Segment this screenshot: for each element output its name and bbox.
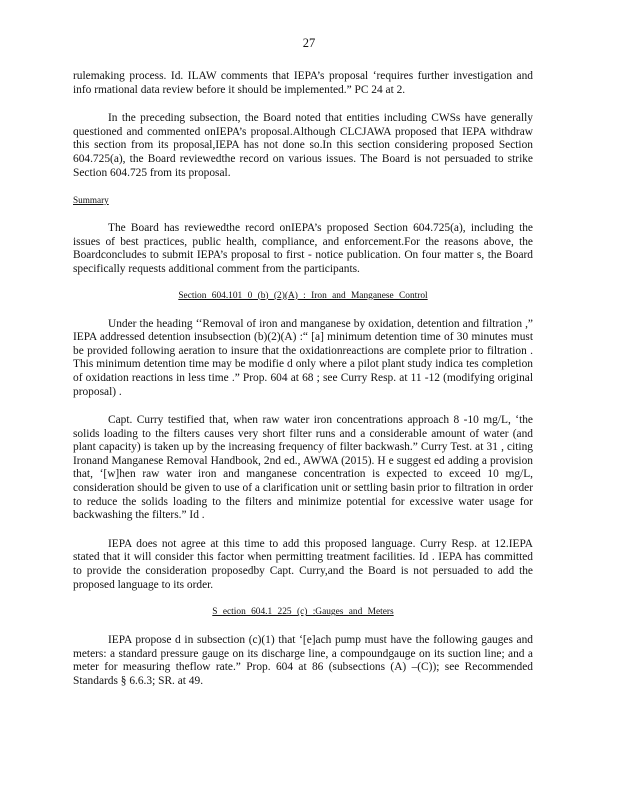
paragraph-preceding-subsection: In the preceding subsection, the Board noted that entities including CWSs have generally questioned and commented onIEPA’s proposal.Although CLCJAWA proposed that IEPA withdraw this section from its proposal,IEPA has not done so.In this section considering proposed Section 604.725(a), the Board reviewedthe record on various issues. The Board is not persuaded to strike Section 604.725 from its proposal. (73, 112, 533, 179)
page-number: 27 (302, 36, 316, 50)
section-heading-gauges-meters: S ection 604.1 225 (c) :Gauges and Meters (212, 607, 394, 618)
section-heading-iron-manganese: Section 604.101 0 (b) (2)(A) : Iron and Manganese Control (178, 290, 428, 301)
summary-heading: Summary (73, 195, 109, 206)
paragraph-summary: The Board has reviewedthe record onIEPA’s proposed Section 604.725(a), including the issues of best practices, public health, compliance, and enforcement.For the reasons above, the Boardconcludes to submit IEPA’s proposal to first - notice publication. On four matter s, the Board specifically requests additional comment from the participants. (73, 222, 533, 275)
paragraph-removal-of-iron: Under the heading ‘‘Removal of iron and manganese by oxidation, detention and filtration ,” IEPA addressed detention insubsection (b)(2)(A) :“ [a] minimum detention time of 30 minutes must be provided following aeration to insure that the oxidationreactions are complete prior to filtration . This minimum detention time may be modifie d only where a pilot plant study indica tes completion of oxidation reactions in less time .” Prop. 604 at 68 ; see Curry Resp. at 11 -12 (modifying original proposal) . (73, 317, 533, 398)
paragraph-iepa-response: IEPA does not agree at this time to add this proposed language. Curry Resp. at 12.IEPA stated that it will consider this factor when permitting treatment facilities. Id . IEPA has committed to provide the consideration proposedby Capt. Curry,and the Board is not persuaded to add the proposed language to its order. (73, 537, 533, 591)
paragraph-rulemaking-continuation: rulemaking process. Id. ILAW comments that IEPA’s proposal ‘requires further investigation and info rmational data review before it should be implemented.” PC 24 at 2. (73, 70, 533, 96)
paragraph-gauges-proposal: IEPA propose d in subsection (c)(1) that ‘[e]ach pump must have the following gauges and meters: a standard pressure gauge on its discharge line, a compoundgauge on its suction line; and a meter for measuring theflow rate.” Prop. 604 at 86 (subsections (A) –(C)); see Recommended Standards § 6.6.3; SR. at 49. (73, 634, 533, 687)
page-body (73, 70, 533, 689)
paragraph-curry-testimony: Capt. Curry testified that, when raw water iron concentrations approach 8 -10 mg/L, ‘the solids loading to the filters causes very short filter runs and a considerable amount of water (and plant capacity) is taken up by the increasing frequency of filter backwash.” Curry Test. at 31 , citing Ironand Manganese Removal Handbook, 2nd ed., AWWA (2015). H e suggest ed adding a provision that, ‘[w]hen raw water iron and manganese concentration is expected to exceed 10 mg/L, consideration should be given to use of a clarification unit or settling basin prior to filtration in order to reduce the solids loading to the filters and minimize potential for excessive water usage for backwashing the filters.” Id . (73, 414, 533, 522)
